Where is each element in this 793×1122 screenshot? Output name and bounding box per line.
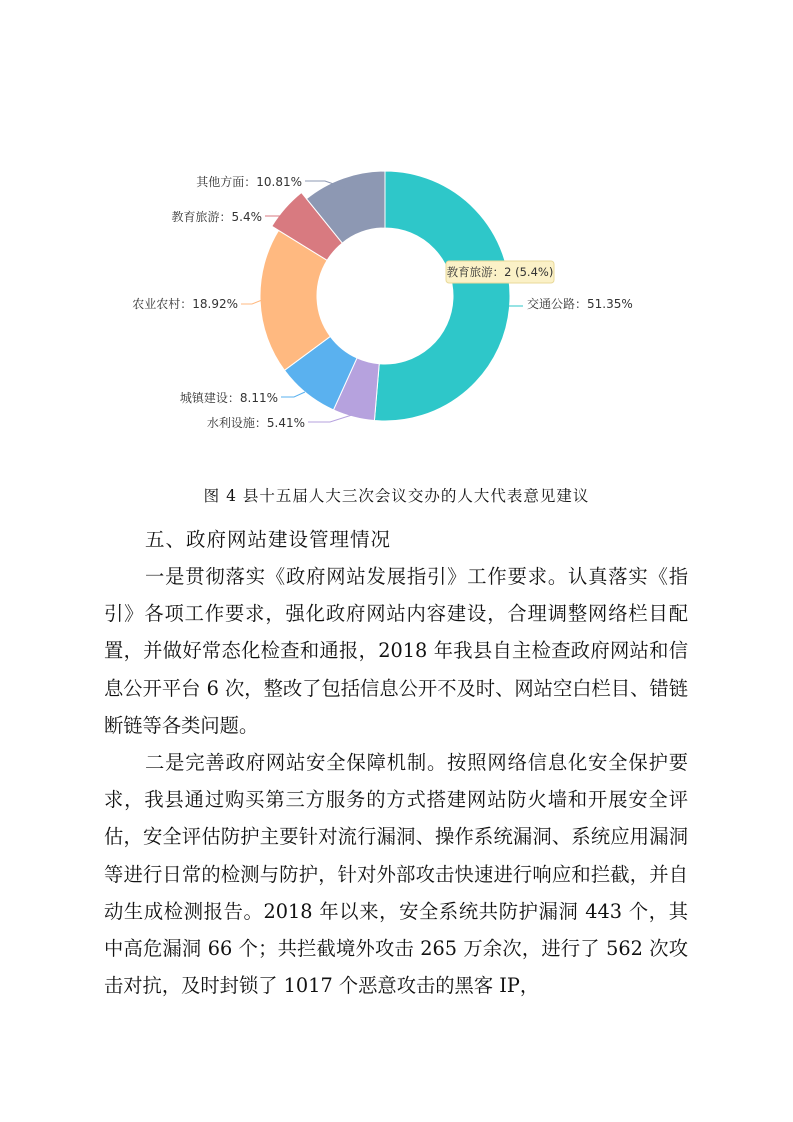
paragraph-2: 二是完善政府网站安全保障机制。按照网络信息化安全保护要求，我县通过购买第三方服务的方式搭建网站防火墙和开展安全评估，安全评估防护主要针对流行漏洞、操作系统漏洞、系统应用漏洞等进行日常的检测与防护，针对外部攻击快速进行响应和拦截，并自动生成检测报告。2018 年以来，安全系统共防护漏洞 443 个，其中高危漏洞 66 个；共拦截境外攻击 265 万余次，进行了 562 次攻击对抗，及时封锁了 1017 个恶意攻击的黑客 IP，: [104, 751, 688, 998]
slice-label: 交通公路：51.35%: [527, 297, 633, 311]
tooltip-text: 教育旅游：2 (5.4%): [446, 265, 554, 279]
slice-label: 农业农村：18.92%: [132, 297, 238, 311]
slice-label: 水利设施：5.41%: [206, 416, 305, 430]
label-leader-line: [241, 300, 262, 304]
donut-chart: [0, 0, 793, 470]
donut-slice[interactable]: [374, 171, 510, 421]
label-leader-line: [281, 392, 305, 397]
slice-label: 教育旅游：5.4%: [171, 210, 262, 224]
slice-label: 城镇建设：8.11%: [179, 391, 278, 405]
slice-label: 其他方面：10.81%: [196, 175, 302, 189]
paragraph-1: 一是贯彻落实《政府网站发展指引》工作要求。认真落实《指引》各项工作要求，强化政府网站内容建设，合理调整网络栏目配置，并做好常态化检查和通报，2018 年我县自主检查政府网站和信息公开平台 6 次，整改了包括信息公开不及时、网站空白栏目、错链断链等各类问题。: [104, 565, 688, 737]
figure-caption: 图 4 县十五届人大三次会议交办的人大代表意见建议: [203, 487, 590, 505]
section-heading: 五、政府网站建设管理情况: [145, 528, 392, 551]
